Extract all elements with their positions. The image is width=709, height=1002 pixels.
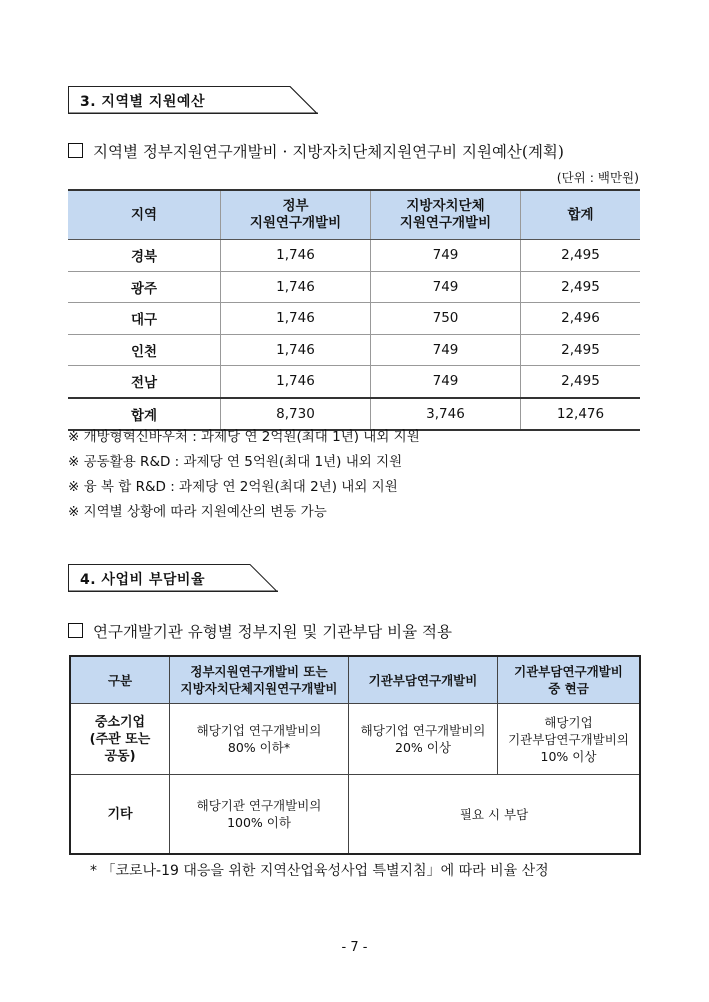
checkbox-square-icon — [68, 143, 83, 158]
section-3-title: 3. 지역별 지원예산 — [80, 94, 205, 110]
header-institution-cash: 기관부담연구개발비 중 현금 — [498, 656, 641, 704]
heading-cost-ratio: 연구개발기관 유형별 정부지원 및 기관부담 비율 적용 — [68, 620, 452, 642]
value-cell: 3,746 — [371, 398, 521, 431]
cell-sme-gov: 해당기업 연구개발비의 80% 이하* — [170, 704, 349, 775]
note-item: ※ 개방형혁신바우처 : 과제당 연 2억원(최대 1년) 내외 지원 — [68, 429, 420, 445]
cell-other-burden: 필요 시 부담 — [349, 775, 641, 855]
section-4-title: 4. 사업비 부담비율 — [80, 572, 205, 588]
table-row — [70, 775, 640, 855]
table-row — [68, 271, 640, 303]
header-category: 구분 — [70, 656, 170, 704]
row-label-other: 기타 — [70, 775, 170, 855]
value-cell: 1,746 — [221, 334, 371, 366]
value-cell: 1,746 — [221, 303, 371, 335]
header-local-rd: 지방자치단체 지원연구개발비 — [371, 190, 521, 240]
cell-other-gov: 해당기관 연구개발비의 100% 이하 — [170, 775, 349, 855]
region-cell: 경북 — [68, 240, 221, 272]
header-total: 합계 — [521, 190, 641, 240]
region-cell: 합계 — [68, 398, 221, 431]
table-header-row — [70, 656, 640, 704]
section-3-tab — [68, 86, 318, 114]
value-cell: 2,496 — [521, 303, 641, 335]
value-cell: 750 — [371, 303, 521, 335]
table-row — [68, 334, 640, 366]
region-cell: 전남 — [68, 366, 221, 398]
heading-regional-budget: 지역별 정부지원연구개발비 · 지방자치단체지원연구비 지원예산(계획) — [68, 140, 564, 162]
notes-list — [68, 425, 420, 525]
value-cell: 12,476 — [521, 398, 641, 431]
region-cell: 대구 — [68, 303, 221, 335]
value-cell: 2,495 — [521, 271, 641, 303]
cell-sme-institution: 해당기업 연구개발비의 20% 이상 — [349, 704, 498, 775]
cell-sme-cash: 해당기업 기관부담연구개발비의 10% 이상 — [498, 704, 641, 775]
header-gov-rd: 정부 지원연구개발비 — [221, 190, 371, 240]
page-number: - 7 - — [341, 940, 368, 955]
value-cell: 2,495 — [521, 334, 641, 366]
value-cell: 2,495 — [521, 366, 641, 398]
checkbox-square-icon — [68, 623, 83, 638]
header-gov-rd: 정부지원연구개발비 또는 지방자치단체지원연구개발비 — [170, 656, 349, 704]
note-item: ※ 지역별 상황에 따라 지원예산의 변동 가능 — [68, 504, 327, 520]
section-4-tab — [68, 564, 278, 592]
note-item: ※ 공동활용 R&D : 과제당 연 5억원(최대 1년) 내외 지원 — [68, 454, 403, 470]
table-row — [70, 704, 640, 775]
footnote: * 「코로나-19 대응을 위한 지역산업육성사업 특별지침」에 따라 비율 산정 — [90, 863, 549, 879]
header-region: 지역 — [68, 190, 221, 240]
row-label-sme: 중소기업 (주관 또는 공동) — [70, 704, 170, 775]
value-cell: 749 — [371, 240, 521, 272]
value-cell: 1,746 — [221, 271, 371, 303]
unit-label: (단위 : 백만원) — [556, 170, 639, 185]
note-item: ※ 융 복 합 R&D : 과제당 연 2억원(최대 2년) 내외 지원 — [68, 479, 398, 495]
value-cell: 1,746 — [221, 366, 371, 398]
value-cell: 749 — [371, 271, 521, 303]
region-cell: 광주 — [68, 271, 221, 303]
region-cell: 인천 — [68, 334, 221, 366]
regional-budget-table — [68, 189, 640, 431]
value-cell: 1,746 — [221, 240, 371, 272]
value-cell: 8,730 — [221, 398, 371, 431]
value-cell: 2,495 — [521, 240, 641, 272]
header-institution-rd: 기관부담연구개발비 — [349, 656, 498, 704]
value-cell: 749 — [371, 334, 521, 366]
value-cell: 749 — [371, 366, 521, 398]
table-row — [68, 303, 640, 335]
table-row — [68, 366, 640, 398]
table-header-row — [68, 190, 640, 240]
cost-ratio-table — [69, 655, 641, 855]
table-row — [68, 240, 640, 272]
